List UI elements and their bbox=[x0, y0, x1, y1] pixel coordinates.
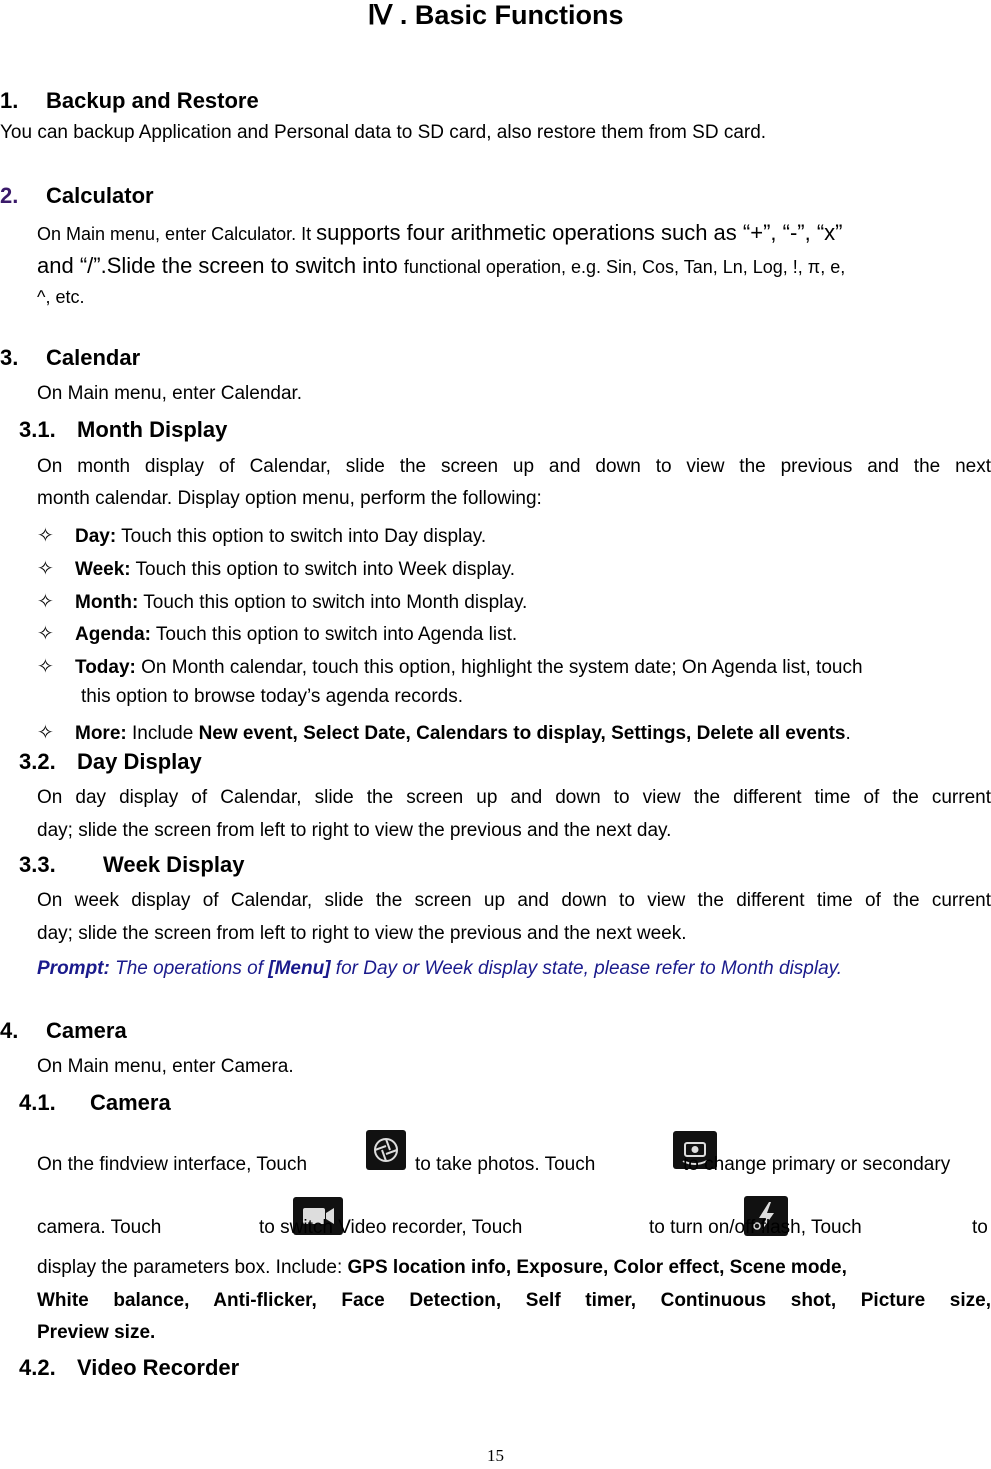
text-run: display the parameters box. Include: bbox=[37, 1257, 348, 1278]
subsection-4-1-heading bbox=[19, 1090, 171, 1116]
camera-params-line-2: White balance, Anti-flicker, Face Detection, Self timer, Continuous shot, Picture size, bbox=[37, 1290, 991, 1311]
diamond-star-icon: ✧ bbox=[37, 525, 54, 547]
section-title: Calculator bbox=[46, 183, 154, 208]
section-1-heading bbox=[0, 88, 259, 114]
bullet-agenda bbox=[37, 621, 517, 646]
bullet-text: Touch this option to switch into Day display. bbox=[116, 526, 487, 547]
camera-params-line-3: Preview size. bbox=[37, 1322, 156, 1343]
diamond-star-icon: ✧ bbox=[37, 722, 54, 744]
calendar-intro: On Main menu, enter Calendar. bbox=[37, 383, 303, 404]
bullet-text: Touch this option to switch into Week display. bbox=[130, 559, 516, 580]
subsection-number: 3.2. bbox=[19, 749, 56, 774]
prompt-menu-term: [Menu] bbox=[268, 958, 331, 979]
page-number: 15 bbox=[487, 1446, 504, 1465]
bullet-today bbox=[37, 654, 991, 679]
diamond-star-icon: ✧ bbox=[37, 591, 54, 613]
camera-text-1b: to take photos. Touch bbox=[415, 1154, 596, 1175]
bullet-text: Include bbox=[126, 723, 199, 744]
calculator-line-3: ^, etc. bbox=[37, 287, 85, 307]
bullet-text: . bbox=[845, 723, 851, 744]
bullet-label: Month: bbox=[75, 592, 139, 613]
subsection-3-2-heading bbox=[19, 749, 202, 775]
subsection-title: Month Display bbox=[77, 417, 228, 442]
section-1-body: You can backup Application and Personal data to SD card, also restore them from SD card. bbox=[0, 122, 767, 143]
subsection-number: 4.1. bbox=[19, 1090, 56, 1115]
subsection-title: Video Recorder bbox=[77, 1355, 240, 1380]
prompt-text: The operations of bbox=[109, 958, 269, 979]
subsection-4-2-heading bbox=[19, 1355, 239, 1381]
camera-text-2a: camera. Touch bbox=[37, 1217, 162, 1238]
diamond-star-icon: ✧ bbox=[37, 558, 54, 580]
section-number: 4. bbox=[0, 1018, 19, 1043]
bold-text-run: GPS location info, Exposure, Color effect, Scene mode, bbox=[347, 1257, 847, 1278]
bullet-label: More: bbox=[75, 723, 127, 744]
section-number: 3. bbox=[0, 345, 19, 370]
subsection-title: Camera bbox=[90, 1090, 171, 1115]
bullet-more bbox=[37, 720, 851, 745]
subsection-number: 3.3. bbox=[19, 852, 56, 877]
text-run: On Main menu, enter Calculator. It bbox=[37, 224, 317, 244]
camera-text-2d: to bbox=[972, 1217, 988, 1238]
subsection-number: 3.1. bbox=[19, 417, 56, 442]
section-number: 2. bbox=[0, 183, 19, 208]
subsection-title: Day Display bbox=[77, 749, 202, 774]
text-run: and “/”.Slide the screen to switch into bbox=[37, 253, 404, 278]
bullet-day bbox=[37, 523, 486, 548]
bullet-today-continued: this option to browse today’s agenda records. bbox=[81, 686, 463, 707]
calculator-line-2 bbox=[37, 249, 991, 284]
subsection-title: Week Display bbox=[103, 852, 245, 877]
section-title: Backup and Restore bbox=[46, 88, 259, 113]
prompt-text: for Day or Week display state, please refer to Month display. bbox=[330, 958, 843, 979]
section-2-heading bbox=[0, 183, 154, 209]
bullet-bold-text: New event, Select Date, Calendars to display, Settings, Delete all events bbox=[198, 723, 846, 744]
bullet-text: Touch this option to switch into Month display. bbox=[138, 592, 528, 613]
shutter-icon bbox=[366, 1130, 406, 1170]
bullet-text: Touch this option to switch into Agenda list. bbox=[151, 624, 518, 645]
subsection-3-1-heading bbox=[19, 417, 227, 443]
camera-text-2c: to turn on/off flash, Touch bbox=[649, 1217, 862, 1238]
section-title: Camera bbox=[46, 1018, 127, 1043]
day-display-line-2: day; slide the screen from left to right to view the previous and the next day. bbox=[37, 820, 672, 841]
bullet-text: On Month calendar, touch this option, highlight the system date; On Agenda list, touch bbox=[135, 657, 863, 678]
camera-params-line-1 bbox=[37, 1251, 847, 1284]
text-run: supports four arithmetic operations such as “+”, “-”, “x” bbox=[316, 220, 843, 245]
bullet-week bbox=[37, 556, 515, 581]
page-title: Ⅳ . Basic Functions bbox=[367, 0, 624, 30]
bullet-label: Agenda: bbox=[75, 624, 151, 645]
calculator-line-1 bbox=[37, 216, 991, 251]
week-display-line-2: day; slide the screen from left to right to view the previous and the next week. bbox=[37, 923, 687, 944]
subsection-3-3-heading bbox=[19, 852, 244, 878]
diamond-star-icon: ✧ bbox=[37, 656, 54, 678]
month-display-line-1: On month display of Calendar, slide the screen up and down to view the previous and the next bbox=[37, 456, 991, 477]
camera-text-1c: to change primary or secondary bbox=[683, 1154, 951, 1175]
diamond-star-icon: ✧ bbox=[37, 623, 54, 645]
camera-intro: On Main menu, enter Camera. bbox=[37, 1056, 294, 1077]
bullet-label: Day: bbox=[75, 526, 117, 547]
day-display-line-1: On day display of Calendar, slide the screen up and down to view the different time of the current bbox=[37, 787, 991, 808]
bullet-label: Today: bbox=[75, 657, 136, 678]
prompt-note bbox=[37, 952, 842, 985]
section-4-heading bbox=[0, 1018, 127, 1044]
section-title: Calendar bbox=[46, 345, 141, 370]
camera-text-1a: On the findview interface, Touch bbox=[37, 1154, 308, 1175]
week-display-line-1: On week display of Calendar, slide the screen up and down to view the different time of the current bbox=[37, 890, 991, 911]
prompt-label: Prompt: bbox=[37, 958, 110, 979]
bullet-label: Week: bbox=[75, 559, 131, 580]
bullet-month bbox=[37, 589, 527, 614]
camera-text-2b: to switch Video recorder, Touch bbox=[259, 1217, 523, 1238]
section-3-heading bbox=[0, 345, 140, 371]
text-run: functional operation, e.g. Sin, Cos, Tan, Ln, Log, !, π, e, bbox=[403, 257, 846, 277]
section-number: 1. bbox=[0, 88, 19, 113]
month-display-line-2: month calendar. Display option menu, perform the following: bbox=[37, 488, 542, 509]
subsection-number: 4.2. bbox=[19, 1355, 56, 1380]
